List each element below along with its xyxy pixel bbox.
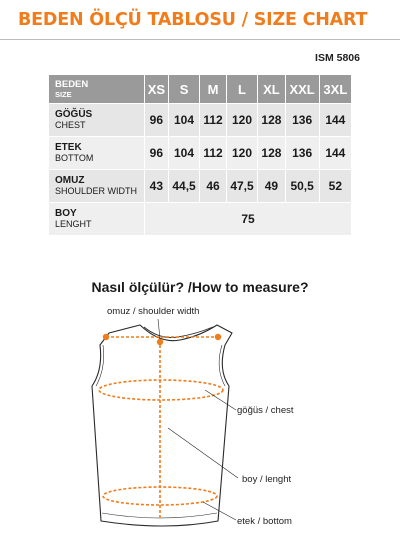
- size-header-3xl: 3XL: [320, 75, 351, 103]
- table-cell: 136: [286, 104, 319, 136]
- table-cell: 104: [169, 104, 200, 136]
- table-cell: 144: [320, 104, 351, 136]
- bottom-label: etek / bottom: [237, 516, 292, 527]
- size-header-xxl: XXL: [286, 75, 319, 103]
- shoulder-point-icon: [215, 334, 221, 340]
- garment-outline: [92, 325, 232, 526]
- row-label-en: BOTTOM: [55, 153, 94, 163]
- length-value-cell: 75: [145, 203, 351, 235]
- header-label-en: SIZE: [55, 89, 72, 99]
- size-header-m: M: [200, 75, 225, 103]
- row-label-tr: OMUZ: [55, 175, 85, 186]
- table-cell: 47,5: [227, 170, 258, 202]
- length-leader-line: [168, 428, 238, 478]
- shoulder-point-icon: [103, 334, 109, 340]
- row-label-en: CHEST: [55, 120, 86, 130]
- row-label-tr: BOY: [55, 208, 77, 219]
- how-to-measure-title: Nasıl ölçülür? /How to measure?: [91, 279, 309, 295]
- product-code: ISM 5806: [315, 52, 360, 64]
- table-cell: 144: [320, 137, 351, 169]
- table-cell: 49: [258, 170, 284, 202]
- table-cell: 112: [200, 104, 225, 136]
- shoulder-label: omuz / shoulder width: [107, 306, 200, 317]
- table-cell: 128: [258, 104, 284, 136]
- size-header-l: L: [227, 75, 258, 103]
- chest-leader-line: [205, 390, 236, 410]
- size-header-s: S: [169, 75, 200, 103]
- row-label-tr: ETEK: [55, 142, 82, 153]
- table-cell: 52: [320, 170, 351, 202]
- chest-measure-ellipse: [99, 380, 223, 400]
- table-cell: 43: [145, 170, 168, 202]
- chest-label: göğüs / chest: [237, 405, 294, 416]
- table-cell: 136: [286, 137, 319, 169]
- table-cell: 120: [227, 104, 258, 136]
- table-cell: 96: [145, 104, 168, 136]
- length-label: boy / lenght: [242, 474, 292, 485]
- table-cell: 44,5: [169, 170, 200, 202]
- size-header-xl: XL: [258, 75, 284, 103]
- table-cell: 104: [169, 137, 200, 169]
- row-label-tr: GÖĞÜS: [55, 109, 93, 120]
- size-header-xs: XS: [145, 75, 168, 103]
- shoulder-point-icon: [157, 339, 163, 345]
- table-cell: 96: [145, 137, 168, 169]
- page-title: BEDEN ÖLÇÜ TABLOSU / SIZE CHART: [18, 10, 368, 30]
- table-cell: 128: [258, 137, 284, 169]
- table-cell: 50,5: [286, 170, 319, 202]
- table-cell: 46: [200, 170, 225, 202]
- row-label-en: LENGHT: [55, 219, 92, 229]
- header-label-tr: BEDEN: [55, 78, 89, 90]
- table-cell: 112: [200, 137, 225, 169]
- table-cell: 120: [227, 137, 258, 169]
- row-label-en: SHOULDER WIDTH: [55, 186, 138, 196]
